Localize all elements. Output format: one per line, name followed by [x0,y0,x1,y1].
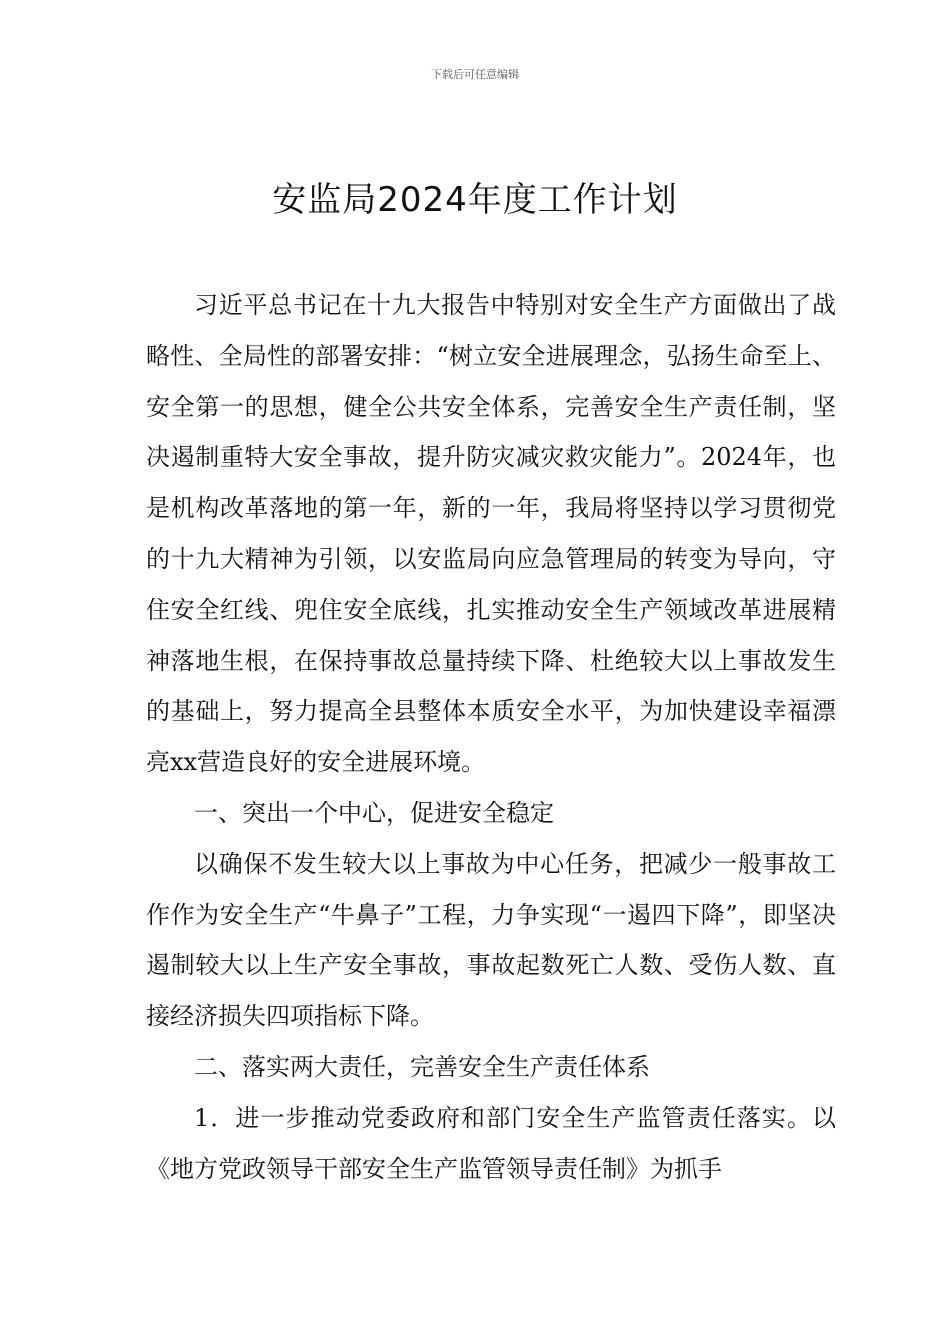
intro-paragraph: 习近平总书记在十九大报告中特别对安全生产方面做出了战略性、全局性的部署安排：“树立安全进展理念，弘扬生命至上、安全第一的思想，健全公共安全体系，完善安全生产责任制，坚决遏制重特大安全事故，提升防灾减灾救灾能力”。2024年，也是机构改革落地的第一年，新的一年，我局将坚持以学习贯彻党的十九大精神为引领，以安监局向应急管理局的转变为导向，守住安全红线、兜住安全底线，扎实推动安全生产领域改革进展精神落地生根，在保持事故总量持续下降、杜绝较大以上事故发生的基础上，努力提高全县整体本质安全水平，为加快建设幸福漂亮xx营造良好的安全进展环境。 [146,291,836,777]
section-heading-2: 二、落实两大责任，完善安全生产责任体系 [194,1052,650,1081]
page-header-note: 下载后可任意编辑 [431,68,519,81]
document-title: 安监局2024年度工作计划 [272,180,678,220]
section-2-item-1: 1．进一步推动党委政府和部门安全生产监管责任落实。以《地方党政领导干部安全生产监管领导责任制》为抓手 [146,1103,836,1183]
section-1-paragraph: 以确保不发生较大以上事故为中心任务，把减少一般事故工作作为安全生产“牛鼻子”工程，力争实现“一遏四下降”，即坚决遏制较大以上生产安全事故，事故起数死亡人数、受伤人数、直接经济损失四项指标下降。 [146,849,836,1031]
document-body [146,280,836,1194]
section-heading-1: 一、突出一个中心，促进安全稳定 [194,798,554,827]
